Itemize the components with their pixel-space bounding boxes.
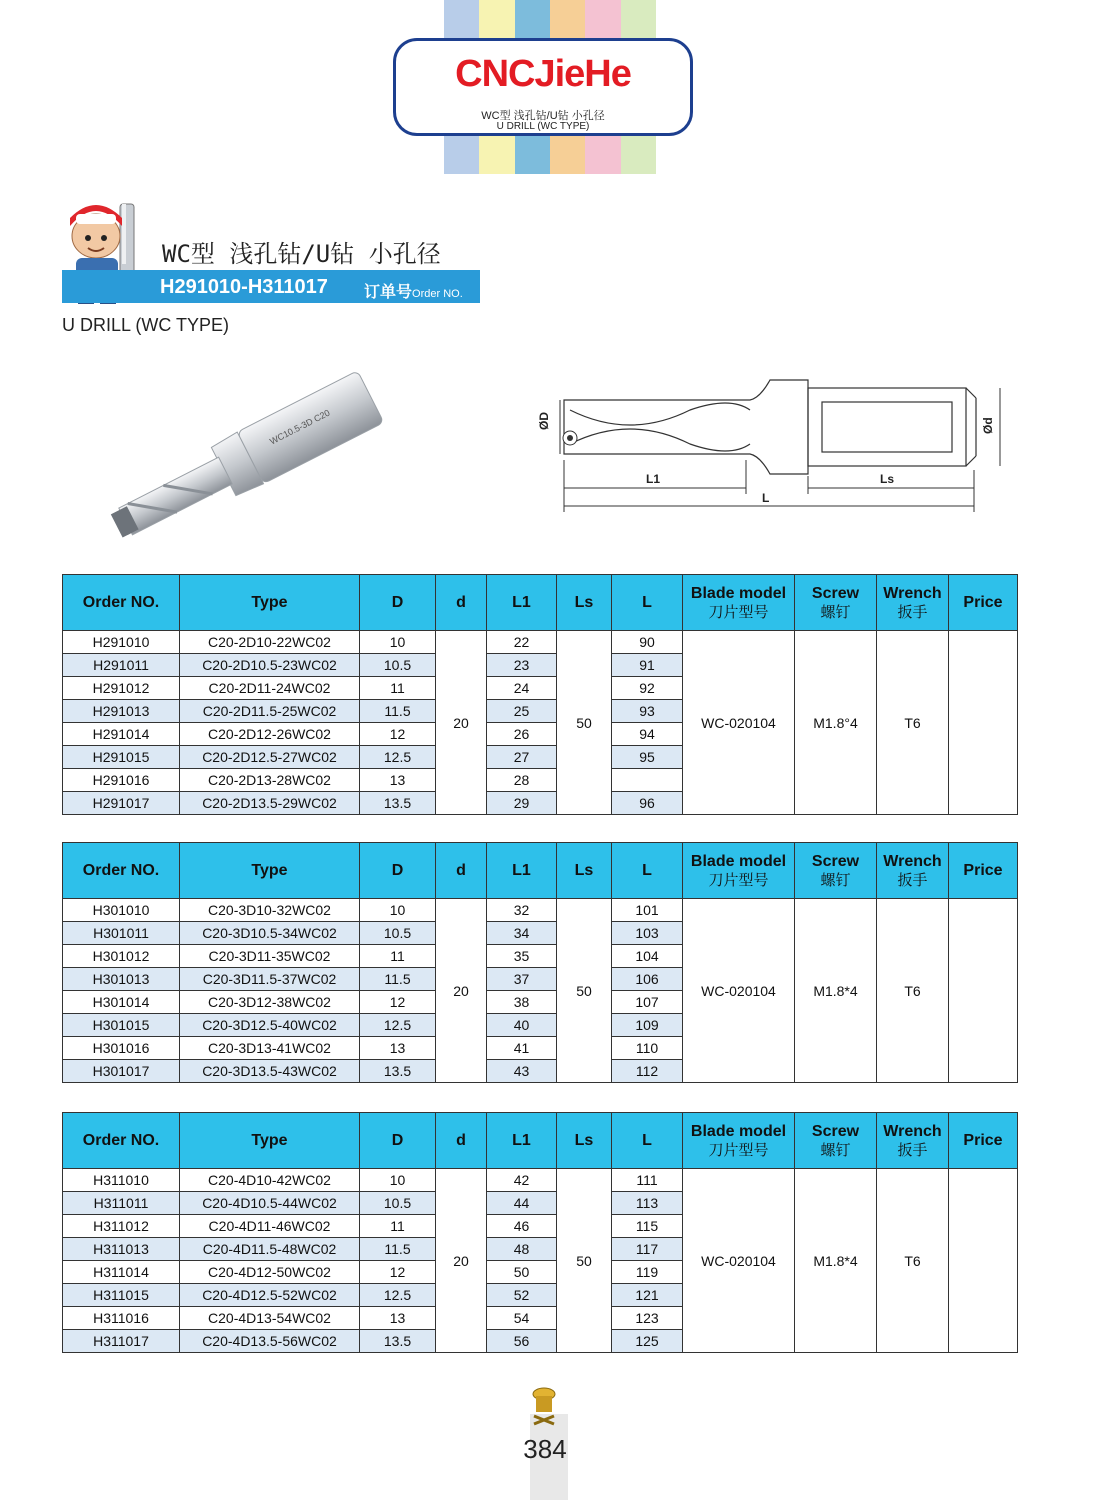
cell-type: C20-3D11-35WC02 [180, 945, 360, 968]
header-wrench [877, 575, 949, 631]
cell-order-no: H311013 [63, 1238, 180, 1261]
cell-d: 20 [436, 1169, 487, 1353]
header-d-label: d [456, 1132, 466, 1149]
cell-type: C20-4D13-54WC02 [180, 1307, 360, 1330]
cell-L: 119 [612, 1261, 683, 1284]
header-order [63, 575, 180, 631]
order-range: H291010-H311017 [160, 276, 328, 298]
cell-Ls: 50 [557, 631, 612, 815]
header-d-label: d [456, 862, 466, 879]
cell-type: C20-4D11-46WC02 [180, 1215, 360, 1238]
cell-type: C20-3D13.5-43WC02 [180, 1060, 360, 1083]
header-L-label: L [642, 594, 652, 611]
header-blade [683, 1113, 795, 1169]
header-order-label: Order NO. [82, 862, 160, 879]
header-L1 [487, 575, 557, 631]
cell-D: 12.5 [360, 1284, 436, 1307]
cell-price [949, 1169, 1018, 1353]
table-row [63, 1169, 1018, 1192]
cell-blade-model: WC-020104 [683, 1169, 795, 1353]
header-Ls-label: Ls [574, 594, 594, 611]
cell-L1: 54 [487, 1307, 557, 1330]
header-D [360, 1113, 436, 1169]
cell-D: 13.5 [360, 1330, 436, 1353]
cell-L: 125 [612, 1330, 683, 1353]
cell-L: 110 [612, 1037, 683, 1060]
header-L1-label: L1 [512, 1132, 531, 1149]
cell-L1: 25 [487, 700, 557, 723]
cell-type: C20-4D12-50WC02 [180, 1261, 360, 1284]
header-screw-label-cn: 螺钉 [820, 871, 851, 889]
header-order [63, 843, 180, 899]
shank-marking: WC10.5-3D C20 [268, 407, 332, 447]
cell-type: C20-2D12-26WC02 [180, 723, 360, 746]
cell-L1: 26 [487, 723, 557, 746]
cell-order-no: H301014 [63, 991, 180, 1014]
cell-Ls: 50 [557, 899, 612, 1083]
header-type-label: Type [251, 594, 288, 611]
cell-order-no: H301016 [63, 1037, 180, 1060]
header-screw-label: Screw [811, 852, 860, 870]
cell-L1: 50 [487, 1261, 557, 1284]
cell-L: 94 [612, 723, 683, 746]
cell-D: 13 [360, 1037, 436, 1060]
spec-table-4d [62, 1112, 1018, 1353]
dim-label-D: ØD [537, 412, 551, 430]
header-blade-label: Blade model [690, 1122, 787, 1140]
header-screw [795, 1113, 877, 1169]
header-price [949, 575, 1018, 631]
header-D-label: D [391, 594, 404, 611]
cell-order-no: H291011 [63, 654, 180, 677]
cell-type: C20-4D11.5-48WC02 [180, 1238, 360, 1261]
cell-type: C20-4D10-42WC02 [180, 1169, 360, 1192]
cell-L: 90 [612, 631, 683, 654]
cell-L1: 37 [487, 968, 557, 991]
header-wrench [877, 843, 949, 899]
header-D-label: D [391, 1132, 404, 1149]
cell-L: 121 [612, 1284, 683, 1307]
cell-L1: 35 [487, 945, 557, 968]
technical-drawing [530, 370, 1010, 520]
cell-order-no: H291016 [63, 769, 180, 792]
cell-D: 12 [360, 1261, 436, 1284]
header-price-label: Price [963, 594, 1003, 611]
product-photo [104, 370, 404, 560]
cell-L1: 34 [487, 922, 557, 945]
header-D [360, 575, 436, 631]
cell-L1: 46 [487, 1215, 557, 1238]
header-D [360, 843, 436, 899]
header-type-label: Type [251, 862, 288, 879]
header-wrench-label: Wrench [883, 584, 942, 602]
cell-D: 12.5 [360, 1014, 436, 1037]
header-L-label: L [642, 862, 652, 879]
header-Ls [557, 1113, 612, 1169]
cell-screw: M1.8°4 [795, 631, 877, 815]
header-blade [683, 575, 795, 631]
cell-L: 91 [612, 654, 683, 677]
cell-D: 11.5 [360, 1238, 436, 1261]
cell-D: 13.5 [360, 1060, 436, 1083]
header-screw-label-cn: 螺钉 [820, 1141, 851, 1159]
cell-L1: 24 [487, 677, 557, 700]
cell-L1: 28 [487, 769, 557, 792]
cell-L: 96 [612, 792, 683, 815]
cell-L: 92 [612, 677, 683, 700]
header-screw-label: Screw [811, 584, 860, 602]
cell-Ls: 50 [557, 1169, 612, 1353]
cell-D: 11.5 [360, 968, 436, 991]
cell-order-no: H311012 [63, 1215, 180, 1238]
cell-type: C20-4D10.5-44WC02 [180, 1192, 360, 1215]
cell-blade-model: WC-020104 [683, 899, 795, 1083]
header-d [436, 1113, 487, 1169]
brand-logo-box [393, 38, 693, 136]
cell-price [949, 631, 1018, 815]
header-L [612, 575, 683, 631]
cell-D: 10 [360, 899, 436, 922]
dim-label-L: L [762, 491, 770, 505]
cell-screw: M1.8*4 [795, 1169, 877, 1353]
header-price [949, 843, 1018, 899]
header-L [612, 843, 683, 899]
cell-order-no: H291012 [63, 677, 180, 700]
cell-L: 117 [612, 1238, 683, 1261]
cell-order-no: H311010 [63, 1169, 180, 1192]
cell-L1: 56 [487, 1330, 557, 1353]
header-Ls-label: Ls [574, 862, 594, 879]
header-type [180, 843, 360, 899]
cell-L: 101 [612, 899, 683, 922]
cell-L1: 42 [487, 1169, 557, 1192]
cell-type: C20-2D10-22WC02 [180, 631, 360, 654]
cell-L1: 22 [487, 631, 557, 654]
spec-table-2d [62, 574, 1018, 815]
cell-type: C20-2D13-28WC02 [180, 769, 360, 792]
cell-L1: 32 [487, 899, 557, 922]
cell-order-no: H301012 [63, 945, 180, 968]
cell-blade-model: WC-020104 [683, 631, 795, 815]
cell-L1: 52 [487, 1284, 557, 1307]
cell-L [612, 769, 683, 792]
cell-L1: 44 [487, 1192, 557, 1215]
cell-L: 112 [612, 1060, 683, 1083]
header-D-label: D [391, 862, 404, 879]
cell-order-no: H291015 [63, 746, 180, 769]
header-wrench-label: Wrench [883, 1122, 942, 1140]
header-blade-label-cn: 刀片型号 [708, 1141, 769, 1159]
header-L1-label: L1 [512, 594, 531, 611]
header-d [436, 843, 487, 899]
header-L-label: L [642, 1132, 652, 1149]
cell-type: C20-3D12.5-40WC02 [180, 1014, 360, 1037]
product-subtitle: U DRILL (WC TYPE) [62, 315, 230, 335]
cell-wrench: T6 [877, 899, 949, 1083]
header-screw-label: Screw [811, 1122, 860, 1140]
header-L1-label: L1 [512, 862, 531, 879]
cell-D: 13 [360, 769, 436, 792]
cell-L: 95 [612, 746, 683, 769]
header-blade [683, 843, 795, 899]
cell-D: 10.5 [360, 654, 436, 677]
header-wrench-label-cn: 扳手 [897, 603, 928, 621]
cell-L1: 43 [487, 1060, 557, 1083]
cell-type: C20-4D12.5-52WC02 [180, 1284, 360, 1307]
table-header-row [63, 575, 1018, 631]
cell-D: 11.5 [360, 700, 436, 723]
spec-table-3d [62, 842, 1018, 1083]
cell-order-no: H301011 [63, 922, 180, 945]
header-d [436, 575, 487, 631]
dim-label-Ls: Ls [880, 472, 895, 486]
cell-type: C20-2D11.5-25WC02 [180, 700, 360, 723]
cell-wrench: T6 [877, 1169, 949, 1353]
cell-L: 123 [612, 1307, 683, 1330]
cell-d: 20 [436, 899, 487, 1083]
cell-type: C20-3D13-41WC02 [180, 1037, 360, 1060]
header-type-label: Type [251, 1132, 288, 1149]
cell-D: 10.5 [360, 922, 436, 945]
cell-D: 13 [360, 1307, 436, 1330]
header-Ls [557, 575, 612, 631]
mascot-coin-icon [530, 1386, 558, 1426]
table-row [63, 899, 1018, 922]
header-order-label: Order NO. [82, 1132, 160, 1149]
header-blade-label: Blade model [690, 584, 787, 602]
cell-L: 111 [612, 1169, 683, 1192]
cell-screw: M1.8*4 [795, 899, 877, 1083]
cell-D: 12 [360, 723, 436, 746]
cell-L: 115 [612, 1215, 683, 1238]
order-label-cn: 订单号 [364, 284, 413, 301]
cell-D: 10 [360, 631, 436, 654]
table-header-row [63, 1113, 1018, 1169]
header-Ls-label: Ls [574, 1132, 594, 1149]
header-price [949, 1113, 1018, 1169]
cell-type: C20-2D13.5-29WC02 [180, 792, 360, 815]
header-wrench [877, 1113, 949, 1169]
header-L [612, 1113, 683, 1169]
cell-D: 11 [360, 1215, 436, 1238]
cell-L: 103 [612, 922, 683, 945]
cell-type: C20-2D10.5-23WC02 [180, 654, 360, 677]
header-type [180, 575, 360, 631]
cell-L: 109 [612, 1014, 683, 1037]
cell-L1: 40 [487, 1014, 557, 1037]
table-header-row [63, 843, 1018, 899]
cell-type: C20-3D10.5-34WC02 [180, 922, 360, 945]
cell-type: C20-2D11-24WC02 [180, 677, 360, 700]
cell-d: 20 [436, 631, 487, 815]
cell-order-no: H311014 [63, 1261, 180, 1284]
cell-order-no: H301015 [63, 1014, 180, 1037]
header-order [63, 1113, 180, 1169]
cell-price [949, 899, 1018, 1083]
header-Ls [557, 843, 612, 899]
page-number: 384 [523, 1434, 567, 1464]
cell-L1: 38 [487, 991, 557, 1014]
order-label-en: Order NO. [412, 288, 463, 300]
header-type [180, 1113, 360, 1169]
header-price-label: Price [963, 1132, 1003, 1149]
header-order-label: Order NO. [82, 594, 160, 611]
header-screw-label-cn: 螺钉 [820, 603, 851, 621]
cell-order-no: H291013 [63, 700, 180, 723]
cell-L: 107 [612, 991, 683, 1014]
header-blade-label: Blade model [690, 852, 787, 870]
cell-order-no: H291014 [63, 723, 180, 746]
cell-order-no: H291010 [63, 631, 180, 654]
cell-L: 93 [612, 700, 683, 723]
cell-L1: 27 [487, 746, 557, 769]
page-title: WC型 浅孔钻/U钻 小孔径 [162, 240, 441, 268]
dim-label-L1: L1 [646, 472, 661, 486]
cell-L: 113 [612, 1192, 683, 1215]
cell-L1: 48 [487, 1238, 557, 1261]
cell-L: 106 [612, 968, 683, 991]
cell-type: C20-2D12.5-27WC02 [180, 746, 360, 769]
cell-type: C20-4D13.5-56WC02 [180, 1330, 360, 1353]
cell-type: C20-3D10-32WC02 [180, 899, 360, 922]
cell-order-no: H301017 [63, 1060, 180, 1083]
cell-order-no: H311015 [63, 1284, 180, 1307]
cell-D: 11 [360, 945, 436, 968]
cell-D: 10 [360, 1169, 436, 1192]
cell-order-no: H311017 [63, 1330, 180, 1353]
cell-wrench: T6 [877, 631, 949, 815]
cell-order-no: H311016 [63, 1307, 180, 1330]
table-row [63, 631, 1018, 654]
cell-L: 104 [612, 945, 683, 968]
header-wrench-label-cn: 扳手 [897, 1141, 928, 1159]
header-L1 [487, 843, 557, 899]
dim-label-d: Ød [981, 417, 995, 434]
cell-D: 11 [360, 677, 436, 700]
cell-L1: 41 [487, 1037, 557, 1060]
cell-order-no: H301010 [63, 899, 180, 922]
cell-order-no: H291017 [63, 792, 180, 815]
header-wrench-label: Wrench [883, 852, 942, 870]
cell-type: C20-3D11.5-37WC02 [180, 968, 360, 991]
cell-D: 12 [360, 991, 436, 1014]
header-screw [795, 843, 877, 899]
cell-L1: 29 [487, 792, 557, 815]
header-blade-label-cn: 刀片型号 [708, 871, 769, 889]
order-label [364, 279, 463, 302]
brand-logo: CNCJieHe [455, 53, 631, 95]
header-L1 [487, 1113, 557, 1169]
cell-type: C20-3D12-38WC02 [180, 991, 360, 1014]
header-price-label: Price [963, 862, 1003, 879]
header-blade-label-cn: 刀片型号 [708, 603, 769, 621]
brand-subtitle-en: U DRILL (WC TYPE) [496, 121, 590, 132]
cell-D: 13.5 [360, 792, 436, 815]
header-wrench-label-cn: 扳手 [897, 871, 928, 889]
cell-D: 12.5 [360, 746, 436, 769]
cell-D: 10.5 [360, 1192, 436, 1215]
header-d-label: d [456, 594, 466, 611]
header-screw [795, 575, 877, 631]
cell-order-no: H311011 [63, 1192, 180, 1215]
brand-subtitle-cn: WC型 浅孔钻/U钻 小孔径 [481, 110, 605, 122]
cell-order-no: H301013 [63, 968, 180, 991]
cell-L1: 23 [487, 654, 557, 677]
